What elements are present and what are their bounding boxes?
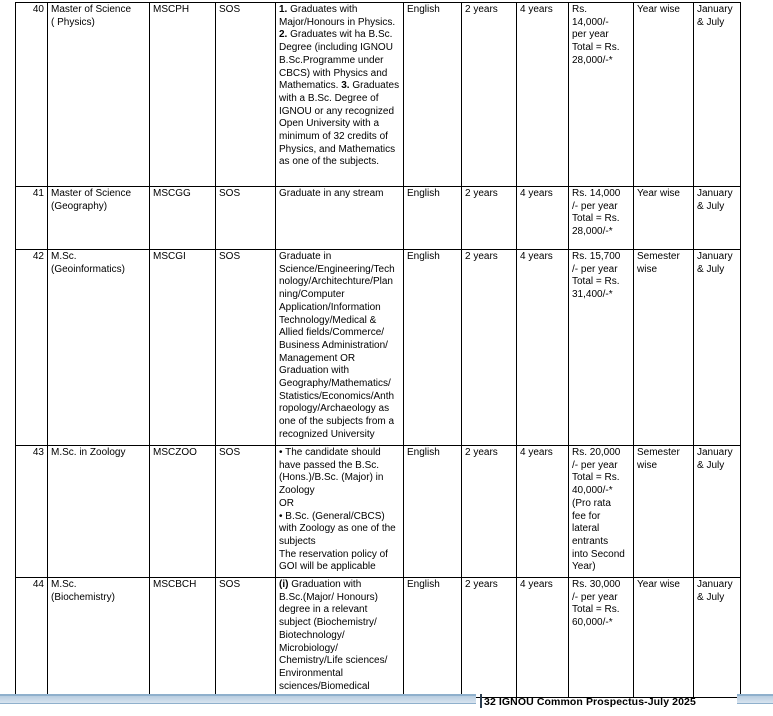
serial-number-cell [16, 446, 48, 578]
programme-code-cell [150, 578, 216, 698]
eligibility-text [279, 4, 400, 169]
min-duration-cell [462, 187, 517, 250]
programme-name-cell [48, 3, 150, 187]
footer-divider [480, 694, 482, 708]
footer-decoration-left [0, 694, 476, 704]
serial-number-cell [16, 578, 48, 698]
min-duration-text: 2 years [465, 447, 498, 458]
min-duration-text: 2 years [465, 251, 498, 262]
admission-cycle-cell [694, 3, 741, 187]
fee-cell [569, 3, 634, 187]
max-duration-text: 4 years [520, 188, 553, 199]
programme-name-cell [48, 250, 150, 446]
eligibility-cell [276, 187, 404, 250]
eligibility-number: 2. [279, 29, 288, 41]
programme-code-cell [150, 446, 216, 578]
medium-cell [404, 446, 462, 578]
programme-name-text: M.Sc. in Zoology [51, 447, 126, 458]
fee-mode-text: Semester wise [637, 447, 680, 471]
min-duration-cell [462, 446, 517, 578]
fee-cell [569, 578, 634, 698]
medium-text: English [407, 447, 440, 458]
fee-text: Rs. 14,000 /- per year Total = Rs. 28,000/-* [572, 188, 621, 238]
serial-number-text: 41 [32, 188, 44, 199]
programme-name-text: Master of Science (Geography) [51, 188, 132, 212]
min-duration-cell [462, 578, 517, 698]
max-duration-cell [517, 446, 569, 578]
programme-name-text: Master of Science ( Physics) [51, 4, 132, 28]
table-row [16, 3, 741, 187]
eligibility-fragment: Graduation with B.Sc.(Major/ Honours) degree in a relevant subject (Biochemistry/ Biotechnology/ Microbiology/ Chemistry/Life sciences/ Environmental sciences/Biomedical [279, 579, 388, 692]
table-row [16, 250, 741, 446]
admission-cycle-cell [694, 578, 741, 698]
programme-name-text: M.Sc. (Biochemistry) [51, 579, 115, 603]
footer-decoration-right [737, 694, 773, 704]
eligibility-fragment: Graduate in any stream [279, 188, 384, 199]
medium-text: English [407, 4, 440, 15]
programme-name-cell [48, 578, 150, 698]
fee-mode-text: Year wise [637, 4, 680, 15]
fee-mode-cell [634, 578, 694, 698]
eligibility-text [279, 251, 400, 442]
school-cell [216, 578, 276, 698]
eligibility-fragment: • The candidate should have passed the B.Sc. (Hons.)/B.Sc. (Major) in Zoology OR • B.Sc. (General/CBCS) with Zoology as one of the subjects The reservation policy of GOI will be applicable [279, 447, 396, 573]
fee-cell [569, 446, 634, 578]
medium-cell [404, 187, 462, 250]
serial-number-cell [16, 250, 48, 446]
fee-mode-cell [634, 3, 694, 187]
fee-cell [569, 187, 634, 250]
eligibility-number: (i) [279, 579, 289, 590]
programme-code-text: MSCZOO [153, 447, 197, 458]
serial-number-text: 42 [32, 251, 44, 262]
serial-number-text: 43 [32, 447, 44, 458]
min-duration-cell [462, 250, 517, 446]
eligibility-fragment: Graduate in Science/Engineering/Tech nology/Architechture/Plan ning/Computer Application/Information Technology/Medical & Allied fields/Commerce/ Business Administration/ Management OR Graduation with Geography/Mathematics/ Statistics/Economics/Anth ropology/Archaeology as one of the subjects from a recognized University [279, 251, 395, 440]
max-duration-text: 4 years [520, 251, 553, 262]
eligibility-text [279, 447, 400, 574]
school-cell [216, 187, 276, 250]
fee-mode-text: Year wise [637, 579, 680, 590]
fee-text: Rs. 20,000 /- per year Total = Rs. 40,000/-* (Pro rata fee for lateral entrants into Second Year) [572, 447, 625, 573]
medium-text: English [407, 579, 440, 590]
eligibility-cell [276, 3, 404, 187]
max-duration-text: 4 years [520, 4, 553, 15]
max-duration-text: 4 years [520, 447, 553, 458]
max-duration-cell [517, 3, 569, 187]
school-text: SOS [219, 579, 241, 590]
eligibility-fragment: Graduates with a B.Sc. Degree of IGNOU or any recognized Open University with a minimum of 32 credits of Physics, and Mathematics as one of the subjects. [279, 80, 400, 168]
programme-code-cell [150, 250, 216, 446]
programme-code-text: MSCGG [153, 188, 191, 199]
max-duration-text: 4 years [520, 579, 553, 590]
school-text: SOS [219, 188, 241, 199]
admission-cycle-text: January & July [697, 4, 733, 28]
fee-mode-text: Year wise [637, 188, 680, 199]
admission-cycle-cell [694, 187, 741, 250]
medium-cell [404, 578, 462, 698]
programme-table [15, 2, 741, 698]
serial-number-text: 40 [32, 4, 44, 15]
programme-code-cell [150, 187, 216, 250]
admission-cycle-cell [694, 250, 741, 446]
eligibility-fragment: Graduates with Major/Honours in Physics. [279, 4, 396, 28]
table-row [16, 446, 741, 578]
eligibility-fragment: Graduates wit ha B.Sc. Degree (including IGNOU B.Sc.Programme under CBCS) with Physics and Mathematics. [279, 29, 393, 92]
table-row [16, 187, 741, 250]
page-footer: 32 IGNOU Common Prospectus-July 2025 [484, 696, 696, 708]
programme-name-cell [48, 446, 150, 578]
eligibility-number: 1. [279, 4, 288, 15]
fee-text: Rs. 30,000 /- per year Total = Rs. 60,000/-* [572, 579, 621, 629]
max-duration-cell [517, 187, 569, 250]
programme-code-text: MSCPH [153, 4, 190, 15]
school-text: SOS [219, 4, 241, 15]
eligibility-cell [276, 578, 404, 698]
fee-mode-cell [634, 187, 694, 250]
medium-text: English [407, 251, 440, 262]
serial-number-text: 44 [32, 579, 44, 590]
programme-code-cell [150, 3, 216, 187]
school-text: SOS [219, 447, 241, 458]
medium-cell [404, 250, 462, 446]
admission-cycle-text: January & July [697, 251, 733, 275]
serial-number-cell [16, 3, 48, 187]
medium-cell [404, 3, 462, 187]
eligibility-cell [276, 446, 404, 578]
school-cell [216, 446, 276, 578]
programme-name-text: M.Sc. (Geoinformatics) [51, 251, 125, 275]
table-row [16, 578, 741, 698]
eligibility-cell [276, 250, 404, 446]
fee-mode-cell [634, 250, 694, 446]
fee-mode-cell [634, 446, 694, 578]
min-duration-cell [462, 3, 517, 187]
fee-cell [569, 250, 634, 446]
school-text: SOS [219, 251, 241, 262]
admission-cycle-text: January & July [697, 579, 733, 603]
school-cell [216, 3, 276, 187]
medium-text: English [407, 188, 440, 199]
min-duration-text: 2 years [465, 579, 498, 590]
max-duration-cell [517, 250, 569, 446]
min-duration-text: 2 years [465, 4, 498, 15]
eligibility-number: 3. [341, 80, 350, 92]
school-cell [216, 250, 276, 446]
programme-name-cell [48, 187, 150, 250]
fee-text: Rs. 14,000/- per year Total = Rs. 28,000/-* [572, 4, 620, 66]
fee-text: Rs. 15,700 /- per year Total = Rs. 31,400/-* [572, 251, 621, 301]
serial-number-cell [16, 187, 48, 250]
programme-code-text: MSCGI [153, 251, 186, 262]
programme-code-text: MSCBCH [153, 579, 197, 590]
admission-cycle-cell [694, 446, 741, 578]
admission-cycle-text: January & July [697, 447, 733, 471]
max-duration-cell [517, 578, 569, 698]
eligibility-text [279, 579, 400, 693]
fee-mode-text: Semester wise [637, 251, 680, 275]
admission-cycle-text: January & July [697, 188, 733, 212]
min-duration-text: 2 years [465, 188, 498, 199]
eligibility-text [279, 188, 400, 201]
